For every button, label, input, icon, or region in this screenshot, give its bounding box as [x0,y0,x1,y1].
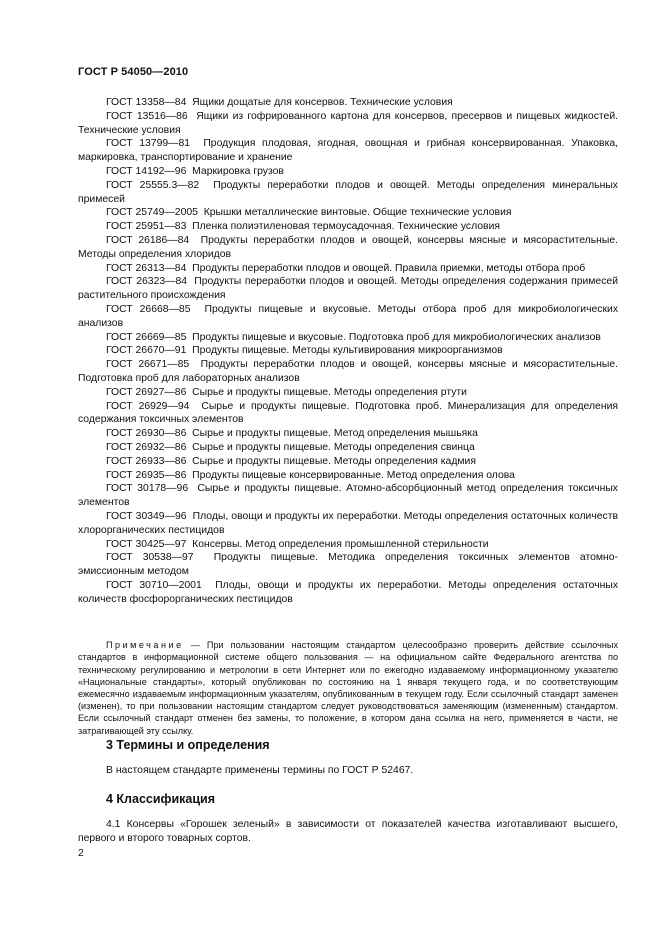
reference-item [78,538,618,552]
reference-title: Продукты пищевые консервированные. Метод определения олова [192,469,515,481]
reference-item [78,579,618,607]
section-classification [78,792,618,846]
reference-code: ГОСТ 26671—85 [106,359,190,371]
reference-title: Продукты пищевые и вкусовые. Методы отбора проб для микробиологических анализов [78,303,619,329]
reference-code: ГОСТ 26670—91 [106,345,187,357]
reference-title: Продукты переработки плодов и овощей. Методы определения содержания примесей растительного происхождения [78,276,618,302]
reference-title: Сырье и продукты пищевые. Метод определения мышьяка [192,428,478,440]
reference-item [78,220,618,234]
reference-code: ГОСТ 13799—81 [106,138,191,150]
reference-title: Продукты переработки плодов и овощей, консервы мясные и мясорастительные. Методы определения хлоридов [78,234,618,260]
reference-item [78,469,618,483]
reference-code: ГОСТ 30425—97 [106,538,187,550]
reference-title: Продукты переработки плодов и овощей, консервы мясные и мясорастительные. Подготовка проб для лабораторных анализов [78,359,618,384]
reference-title: Ящики дощатые для консервов. Технические условия [192,97,453,108]
reference-code: ГОСТ 25951—83 [106,221,187,233]
reference-item [78,110,618,138]
reference-code: ГОСТ 13358—84 [106,97,187,108]
reference-title: Продукты переработки плодов и овощей. Методы определения минеральных примесей [78,179,618,205]
reference-item [78,441,618,455]
page-number: 2 [78,848,84,859]
note-label: Примечание [106,640,184,651]
reference-item [78,179,618,207]
reference-item [78,400,618,428]
section-paragraph: 4.1 Консервы «Горошек зеленый» в зависимости от показателей качества изготавливают высшего, первого и второго товарных сортов. [78,819,618,844]
reference-code: ГОСТ 26186—84 [106,234,190,246]
reference-item [78,482,618,510]
reference-title: Маркировка грузов [192,165,284,177]
reference-title: Продукты пищевые и вкусовые. Подготовка проб для микробиологических анализов [192,331,601,343]
reference-item [78,427,618,441]
reference-item [78,510,618,538]
reference-code: ГОСТ 26929—94 [106,400,190,412]
section-paragraph: В настоящем стандарте применены термины по ГОСТ Р 52467. [106,765,414,776]
reference-item [78,234,618,262]
reference-title: Продукты переработки плодов и овощей. Правила приемки, методы отбора проб [192,262,586,274]
reference-item [78,275,618,303]
reference-title: Крышки металлические винтовые. Общие технические условия [203,207,512,219]
reference-code: ГОСТ 26668—85 [106,303,191,315]
reference-code: ГОСТ 26933—86 [106,455,187,467]
note-text: — При пользовании настоящим стандартом целесообразно проверить действие ссылочных стандартов в информационной системе общего пользования — на официальном сайте Федерального агентства по техническому регулированию и метрологии в сети Интернет или по ежегодно издаваемому информационному указателю «Национальные стандарты», который опубликован по состоянию на 1 января текущего года, и по соответствующим ежемесячно издаваемым информационным указателям, опубликованным в текущем году. Если ссылочный стандарт заменен (изменен), то при пользовании настоящим стандартом следует руководствоваться заменяющим (измененным) стандартом. Если ссылочный стандарт отменен без замены, то положение, в котором дана ссылка на него, применяется в части, не затрагивающей эту ссылку. [78,640,619,736]
document-code-header: ГОСТ Р 54050—2010 [78,66,189,78]
reference-item [78,206,618,220]
reference-item [78,331,618,345]
reference-title: Ящики из гофрированного картона для консервов, пресервов и пищевых жидкостей. Технические условия [78,110,619,136]
reference-title: Пленка полиэтиленовая термоусадочная. Технические условия [192,221,501,233]
reference-item [78,96,618,110]
reference-item [78,386,618,400]
reference-code: ГОСТ 26927—86 [106,386,187,398]
reference-title: Консервы. Метод определения промышленной стерильности [192,538,489,550]
reference-code: ГОСТ 26930—86 [106,428,187,440]
reference-code: ГОСТ 25555.3—82 [106,179,200,191]
reference-item [78,344,618,358]
reference-code: ГОСТ 30538—97 [106,552,194,564]
section-heading: 4 Классификация [106,792,216,806]
reference-code: ГОСТ 14192—96 [106,165,187,177]
reference-code: ГОСТ 30710—2001 [106,579,202,591]
reference-code: ГОСТ 30178—96 [106,483,189,495]
normative-references-list [78,96,618,606]
note-paragraph [78,639,618,737]
reference-title: Сырье и продукты пищевые. Подготовка проб. Минерализация для определения содержания токсичных элементов [78,400,619,426]
reference-title: Сырье и продукты пищевые. Методы определения кадмия [192,455,476,467]
reference-title: Сырье и продукты пищевые. Атомно-абсорбционный метод определения токсичных элементов [78,483,619,509]
reference-item [78,137,618,165]
reference-title: Сырье и продукты пищевые. Методы определения ртути [192,386,467,398]
reference-item [78,262,618,276]
reference-item [78,455,618,469]
reference-title: Сырье и продукты пищевые. Методы определения свинца [192,441,475,453]
reference-code: ГОСТ 30349—96 [106,510,187,522]
reference-title: Продукты пищевые. Методика определения токсичных элементов атомно-эмиссионным методом [78,552,618,578]
section-heading: 3 Термины и определения [106,738,270,752]
reference-title: Продукция плодовая, ягодная, овощная и грибная консервированная. Упаковка, маркировка, транспортирование и хранение [78,138,619,164]
reference-code: ГОСТ 25749—2005 [106,207,198,219]
reference-code: ГОСТ 13516—86 [106,110,188,122]
reference-item [78,358,618,386]
reference-title: Плоды, овощи и продукты их переработки. Методы определения остаточных количеств хлорорганических пестицидов [78,510,619,536]
reference-code: ГОСТ 26935—86 [106,469,187,481]
reference-code: ГОСТ 26313—84 [106,262,187,274]
reference-code: ГОСТ 26932—86 [106,441,187,453]
reference-code: ГОСТ 26669—85 [106,331,187,343]
reference-title: Плоды, овощи и продукты их переработки. Методы определения остаточных количеств фосфорорганических пестицидов [78,579,619,605]
reference-item [78,165,618,179]
section-terms [78,738,618,778]
reference-item [78,303,618,331]
reference-title: Продукты пищевые. Методы культивирования микроорганизмов [192,345,503,357]
reference-code: ГОСТ 26323—84 [106,276,188,288]
reference-item [78,551,618,579]
